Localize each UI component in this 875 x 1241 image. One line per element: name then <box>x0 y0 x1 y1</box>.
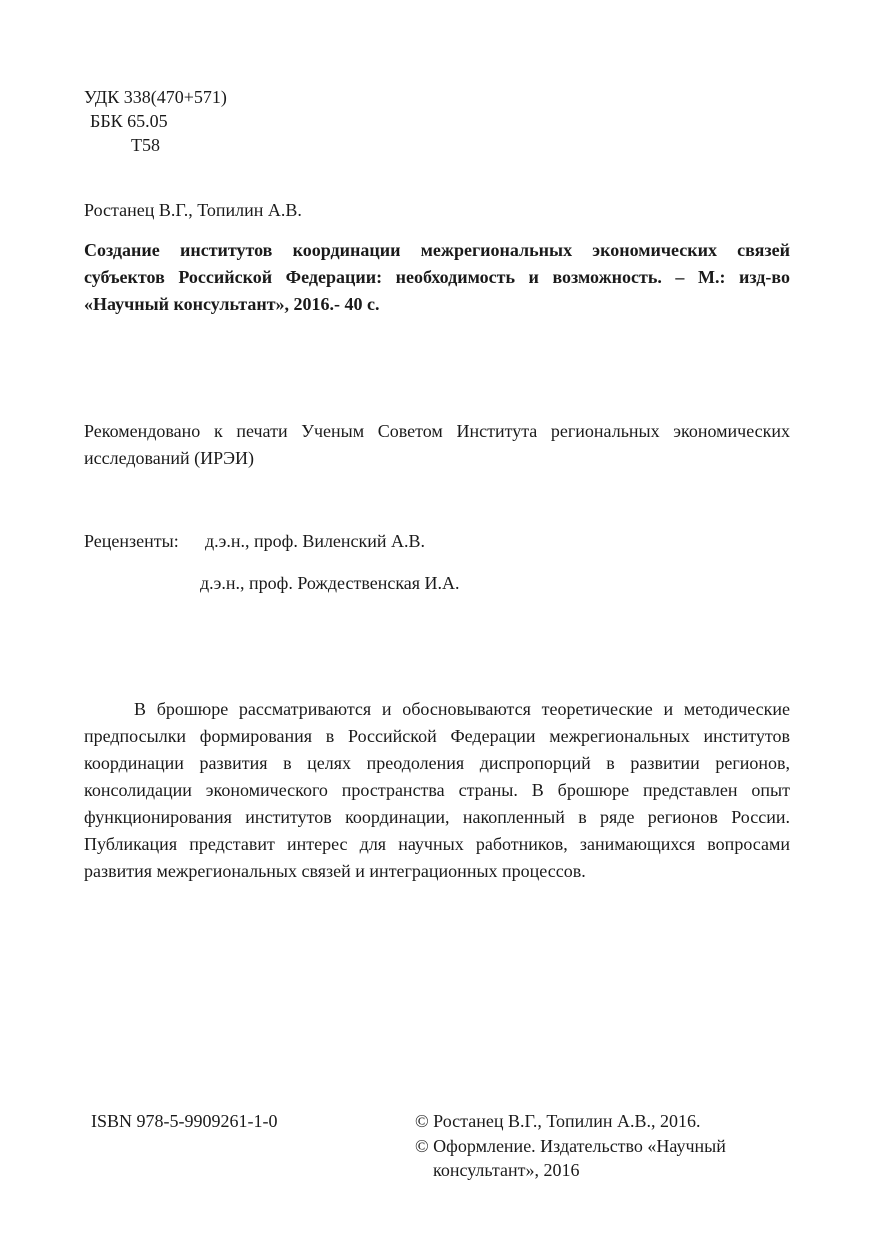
bbk-code: ББК 65.05 <box>90 111 168 131</box>
abstract-paragraph: В брошюре рассматриваются и обосновываются теоретические и методические предпосылки формирования в Российской Федерации межрегиональных институтов координации развития в целях преодоления диспропорций в развитии регионов, консолидации экономического пространства страны. В брошюре представлен опыт функционирования институтов координации, накопленный в ряде регионов России. Публикация представит интерес для научных работников, занимающихся вопросами развития межрегиональных связей и интеграционных процессов. <box>84 699 790 881</box>
udk-code: УДК 338(470+571) <box>84 87 227 107</box>
reviewers-label: Рецензенты: <box>84 531 179 551</box>
book-title: Создание институтов координации межрегиональных экономических связей субъектов Российской Федерации: необходимость и возможность. – М.: изд-во «Научный консультант», 2016.- 40 с. <box>84 240 790 314</box>
isbn: ISBN 978-5-9909261-1-0 <box>91 1111 278 1131</box>
copyright-design-cont: консультант», 2016 <box>433 1160 580 1180</box>
reviewer-item: д.э.н., проф. Рождественская И.А. <box>200 573 460 593</box>
copyright-design: © Оформление. Издательство «Научный <box>415 1136 726 1156</box>
copyright-authors: © Ростанец В.Г., Топилин А.В., 2016. <box>415 1111 701 1131</box>
reviewer-item: д.э.н., проф. Виленский А.В. <box>205 531 426 551</box>
author-sign-code: Т58 <box>131 135 160 155</box>
publication-recommendation: Рекомендовано к печати Ученым Советом Института региональных экономических исследований (ИРЭИ) <box>84 421 790 468</box>
authors-line: Ростанец В.Г., Топилин А.В. <box>84 200 302 220</box>
